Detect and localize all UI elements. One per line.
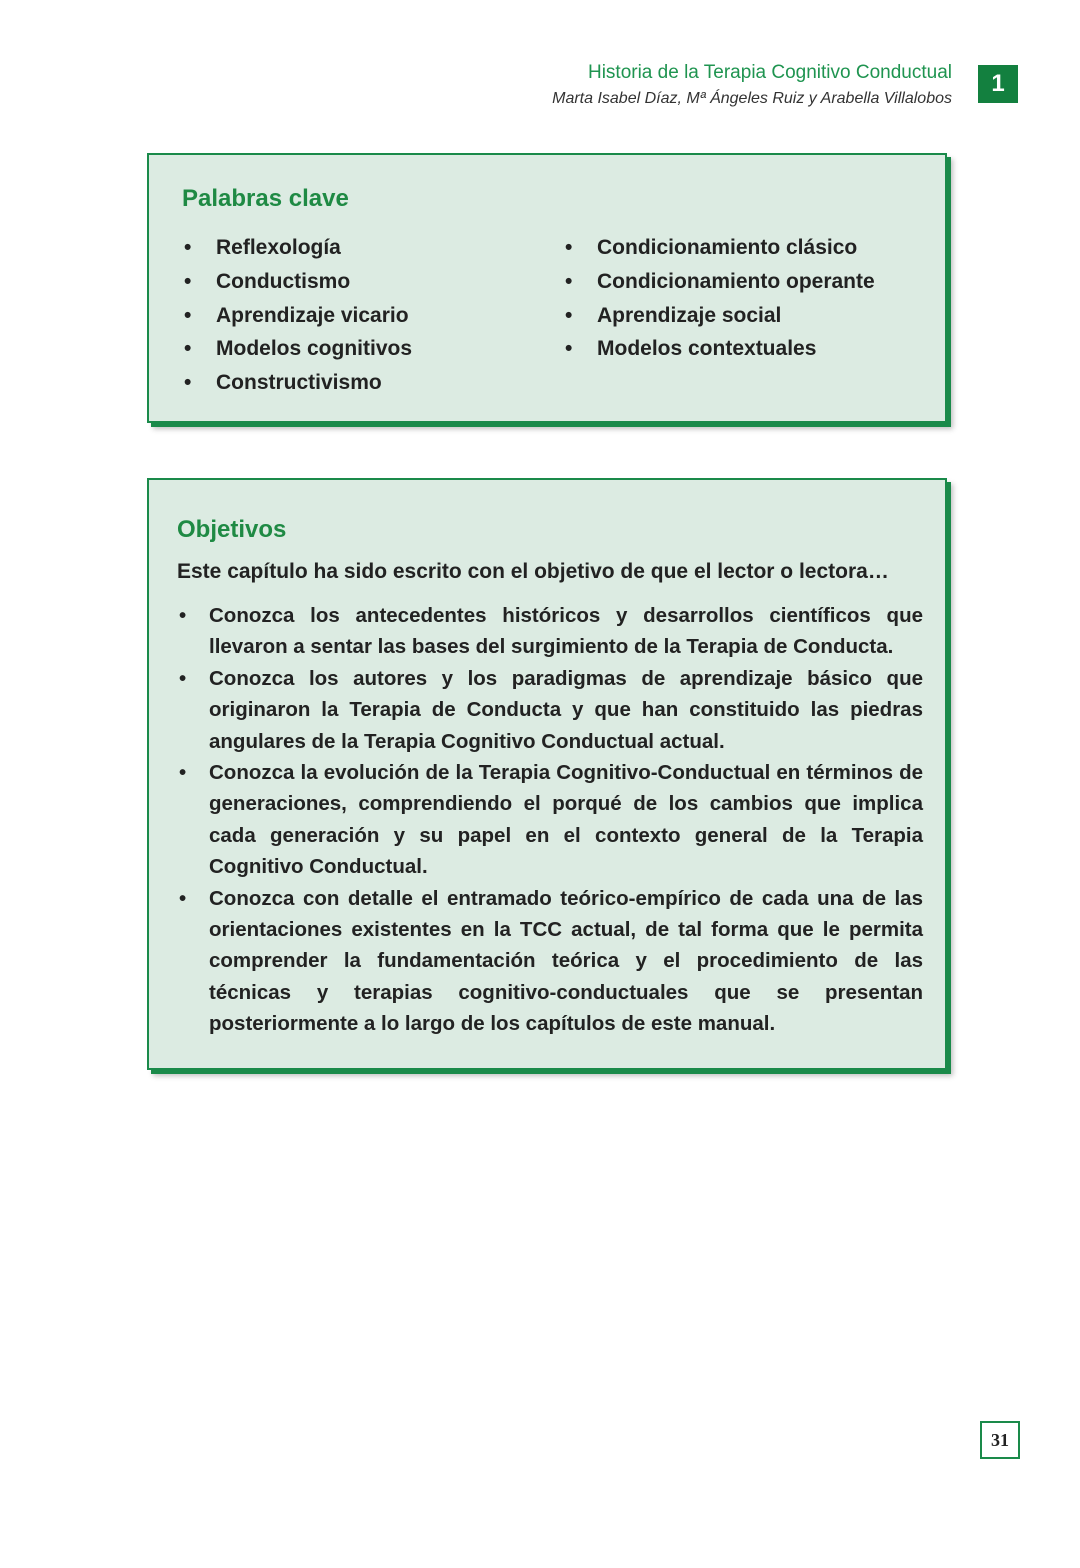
- keyword-item: • Condicionamiento operante: [563, 265, 875, 299]
- running-header-authors: Marta Isabel Díaz, Mª Ángeles Ruiz y Arabella Villalobos: [552, 90, 952, 107]
- keyword-item: • Conductismo: [182, 265, 412, 299]
- keyword-item: • Modelos cognitivos: [182, 332, 412, 366]
- objectives-box: [147, 478, 947, 1070]
- objectives-list: [177, 600, 923, 1040]
- page-number: 31: [980, 1421, 1020, 1459]
- objective-text: Conozca la evolución de la Terapia Cognitivo-Conductual en términos de generaciones, comprendiendo el porqué de los cambios que implica cada generación y su papel en el contexto general de la Terapia Cognitivo Conductual.: [209, 761, 923, 879]
- bullet-icon: •: [179, 604, 187, 627]
- keyword-item: • Aprendizaje social: [563, 299, 875, 333]
- running-header-title: Historia de la Terapia Cognitivo Conductual: [587, 62, 952, 83]
- keywords-box: [147, 153, 947, 423]
- objective-text: Conozca con detalle el entramado teórico-empírico de cada una de las orientaciones existentes en la TCC actual, de tal forma que le permita comprender la fundamentación teórica y el procedimiento de las técnicas y terapias cognitivo-conductuales que se presentan posteriormente a lo largo de los capítulos de este manual.: [209, 886, 923, 1036]
- keywords-title: Palabras clave: [182, 185, 349, 212]
- objective-text: Conozca los antecedentes históricos y desarrollos científicos que llevaron a sentar las bases del surgimiento de la Terapia de Conducta.: [209, 604, 923, 659]
- objectives-title: Objetivos: [177, 516, 287, 543]
- keyword-item: • Condicionamiento clásico: [563, 231, 875, 265]
- keyword-item: • Reflexología: [182, 231, 412, 265]
- keywords-list-right: [563, 231, 875, 366]
- bullet-icon: •: [179, 666, 187, 690]
- objective-item: [177, 883, 923, 1040]
- keyword-item: • Aprendizaje vicario: [182, 299, 412, 333]
- objectives-intro: Este capítulo ha sido escrito con el objetivo de que el lector o lectora…: [177, 560, 889, 583]
- objective-item: [177, 663, 923, 757]
- keyword-item: • Modelos contextuales: [563, 332, 875, 366]
- bullet-icon: •: [179, 761, 187, 785]
- chapter-number-badge: 1: [978, 65, 1018, 103]
- objective-text: Conozca los autores y los paradigmas de aprendizaje básico que originaron la Terapia de Conducta y que han constituido las piedras angulares de la Terapia Cognitivo Conductual actual.: [209, 666, 923, 753]
- keyword-item: • Constructivismo: [182, 366, 412, 400]
- objective-item: [177, 757, 923, 883]
- keywords-list-left: [182, 231, 412, 400]
- bullet-icon: •: [179, 886, 187, 910]
- objective-item: [177, 600, 923, 663]
